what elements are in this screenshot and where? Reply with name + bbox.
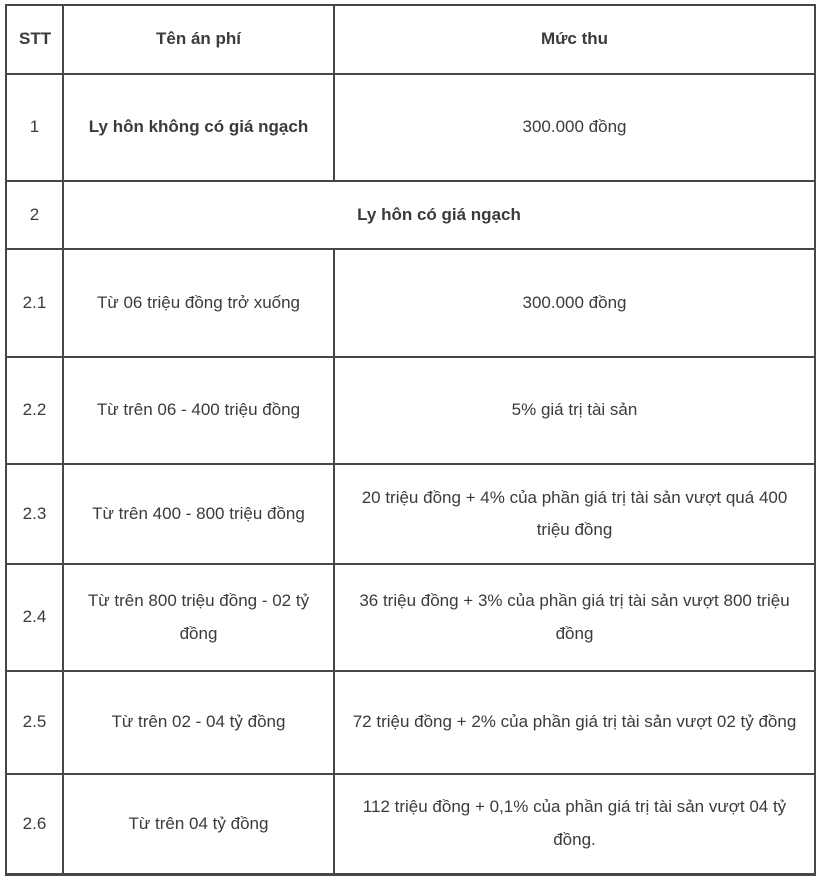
fee-amount-cell: 20 triệu đồng + 4% của phần giá trị tài sản vượt quá 400 triệu đồng — [334, 464, 815, 564]
fee-name-cell: Từ trên 02 - 04 tỷ đồng — [63, 671, 334, 774]
stt-cell: 2 — [6, 181, 63, 249]
table-row — [6, 671, 815, 774]
fee-table — [5, 4, 816, 876]
fee-name-cell: Ly hôn không có giá ngạch — [63, 74, 334, 181]
fee-name-cell: Từ 06 triệu đồng trở xuống — [63, 249, 334, 357]
table-row — [6, 464, 815, 564]
table-row — [6, 74, 815, 181]
fee-amount-cell: 300.000 đồng — [334, 74, 815, 181]
stt-cell: 2.3 — [6, 464, 63, 564]
header-fee-amount: Mức thu — [334, 5, 815, 74]
fee-amount-cell: 36 triệu đồng + 3% của phần giá trị tài sản vượt 800 triệu đồng — [334, 564, 815, 671]
table-row — [6, 564, 815, 671]
fee-name-cell: Từ trên 400 - 800 triệu đồng — [63, 464, 334, 564]
fee-name-cell: Từ trên 04 tỷ đồng — [63, 774, 334, 874]
table-row — [6, 249, 815, 357]
table-row — [6, 181, 815, 249]
fee-amount-cell: 5% giá trị tài sản — [334, 357, 815, 464]
stt-cell: 2.1 — [6, 249, 63, 357]
stt-cell: 2.4 — [6, 564, 63, 671]
fee-name-cell: Từ trên 800 triệu đồng - 02 tỷ đồng — [63, 564, 334, 671]
fee-amount-cell: 300.000 đồng — [334, 249, 815, 357]
fee-amount-cell: 72 triệu đồng + 2% của phần giá trị tài sản vượt 02 tỷ đồng — [334, 671, 815, 774]
table-row — [6, 774, 815, 874]
table-row — [6, 357, 815, 464]
header-fee-name: Tên án phí — [63, 5, 334, 74]
header-stt: STT — [6, 5, 63, 74]
table-header-row — [6, 5, 815, 74]
fee-amount-cell: 112 triệu đồng + 0,1% của phần giá trị tài sản vượt 04 tỷ đồng. — [334, 774, 815, 874]
stt-cell: 1 — [6, 74, 63, 181]
fee-name-cell: Từ trên 06 - 400 triệu đồng — [63, 357, 334, 464]
stt-cell: 2.6 — [6, 774, 63, 874]
fee-name-merged-cell: Ly hôn có giá ngạch — [63, 181, 815, 249]
stt-cell: 2.5 — [6, 671, 63, 774]
stt-cell: 2.2 — [6, 357, 63, 464]
